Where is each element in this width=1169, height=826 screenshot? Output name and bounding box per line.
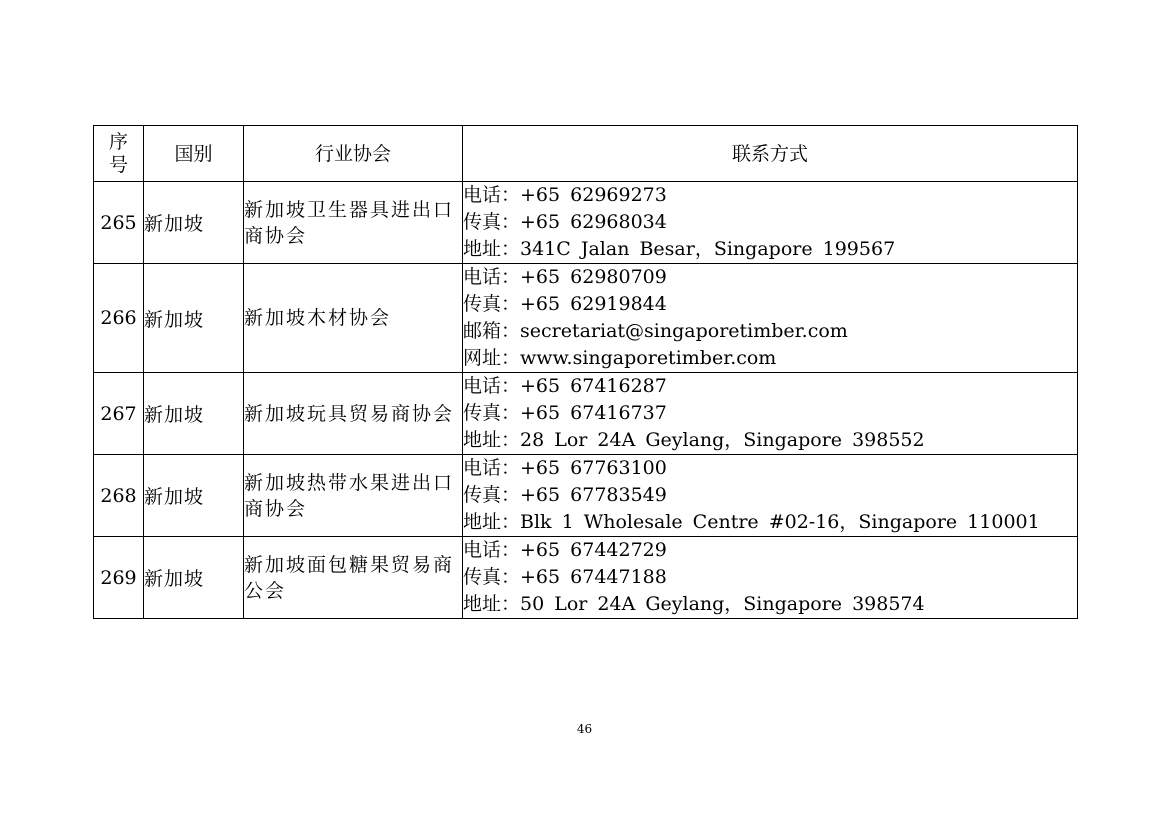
row-contact-info [463, 455, 1078, 537]
contact-fax: 传真：+65 62919844 [463, 293, 667, 315]
contact-address: 地址：341C Jalan Besar，Singapore 199567 [463, 238, 896, 260]
contact-phone: 电话：+65 62969273 [463, 184, 667, 206]
row-association-name: 新加坡木材协会 [244, 264, 463, 373]
contact-phone: 电话：+65 67416287 [463, 375, 667, 397]
table-row [94, 373, 1078, 455]
contact-address: 地址：28 Lor 24A Geylang，Singapore 398552 [463, 429, 925, 451]
header-association: 行业协会 [244, 126, 463, 182]
row-country: 新加坡 [144, 264, 244, 373]
row-association-name: 新加坡面包糖果贸易商公会 [244, 537, 463, 619]
association-table [93, 125, 1078, 619]
table-row [94, 455, 1078, 537]
contact-website: 网址：www.singaporetimber.com [463, 347, 777, 369]
table-body [94, 182, 1078, 619]
row-serial-number: 268 [94, 455, 144, 537]
table-header-row [94, 126, 1078, 182]
row-country: 新加坡 [144, 537, 244, 619]
row-association-name: 新加坡玩具贸易商协会 [244, 373, 463, 455]
row-serial-number: 269 [94, 537, 144, 619]
header-contact: 联系方式 [463, 126, 1078, 182]
contact-address: 地址：Blk 1 Wholesale Centre #02-16，Singapore 110001 [463, 511, 1040, 533]
row-country: 新加坡 [144, 455, 244, 537]
contact-phone: 电话：+65 62980709 [463, 266, 667, 288]
contact-fax: 传真：+65 67783549 [463, 484, 667, 506]
row-contact-info [463, 373, 1078, 455]
row-contact-info [463, 182, 1078, 264]
row-contact-info [463, 264, 1078, 373]
row-association-name: 新加坡卫生器具进出口商协会 [244, 182, 463, 264]
contact-email: 邮箱：secretariat@singaporetimber.com [463, 320, 848, 342]
table-row [94, 537, 1078, 619]
row-country: 新加坡 [144, 373, 244, 455]
row-serial-number: 265 [94, 182, 144, 264]
contact-fax: 传真：+65 62968034 [463, 211, 667, 233]
contact-address: 地址：50 Lor 24A Geylang，Singapore 398574 [463, 593, 925, 615]
row-contact-info [463, 537, 1078, 619]
row-serial-number: 266 [94, 264, 144, 373]
row-association-name: 新加坡热带水果进出口商协会 [244, 455, 463, 537]
contact-phone: 电话：+65 67442729 [463, 539, 667, 561]
contact-fax: 传真：+65 67447188 [463, 566, 667, 588]
page-number: 46 [576, 722, 593, 736]
table-row [94, 182, 1078, 264]
row-country: 新加坡 [144, 182, 244, 264]
header-serial-line-1: 序 [108, 130, 128, 153]
header-serial-number [94, 126, 144, 182]
contact-phone: 电话：+65 67763100 [463, 457, 667, 479]
header-serial-line-2: 号 [108, 153, 128, 176]
contact-fax: 传真：+65 67416737 [463, 402, 667, 424]
header-country: 国别 [144, 126, 244, 182]
row-serial-number: 267 [94, 373, 144, 455]
table-row [94, 264, 1078, 373]
